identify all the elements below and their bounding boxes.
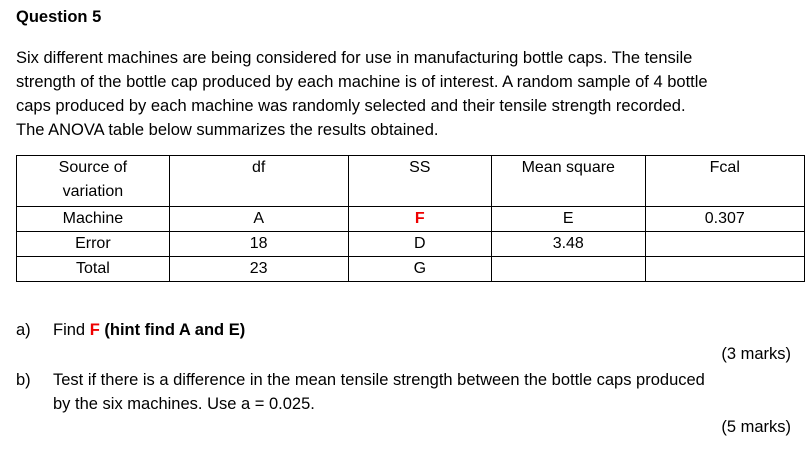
header-source-line2: variation <box>62 183 124 200</box>
part-b-line2: by the six machines. Use a = 0.025. <box>53 395 315 413</box>
cell-mean-square: E <box>491 207 645 232</box>
cell-source: Total <box>17 257 170 282</box>
cell-source: Machine <box>17 207 170 232</box>
part-b <box>16 368 705 416</box>
header-df: df <box>169 156 348 207</box>
header-source <box>17 156 170 207</box>
cell-df: A <box>169 207 348 232</box>
intro-line: Six different machines are being considered for use in manufacturing bottle caps. The tensile <box>16 49 693 67</box>
part-a <box>16 318 245 342</box>
part-b-line1: Test if there is a difference in the mean tensile strength between the bottle caps produced <box>53 371 705 389</box>
table-row <box>17 207 805 232</box>
question-title: Question 5 <box>16 8 102 26</box>
part-b-label: b) <box>16 371 31 389</box>
part-b-marks: (5 marks) <box>721 418 791 436</box>
cell-mean-square: 3.48 <box>491 232 645 257</box>
cell-fcal: 0.307 <box>645 207 804 232</box>
cell-df: 23 <box>169 257 348 282</box>
cell-fcal <box>645 257 804 282</box>
cell-df: 18 <box>169 232 348 257</box>
cell-ss: F <box>348 207 491 232</box>
table-row <box>17 232 805 257</box>
cell-ss: D <box>348 232 491 257</box>
part-a-label: a) <box>16 321 31 339</box>
table-row <box>17 257 805 282</box>
cell-mean-square <box>491 257 645 282</box>
question-intro <box>16 46 796 142</box>
anova-table <box>16 155 805 282</box>
intro-line: strength of the bottle cap produced by each machine is of interest. A random sample of 4 bottle <box>16 73 708 91</box>
table-header-row <box>17 156 805 207</box>
part-a-marks: (3 marks) <box>721 345 791 363</box>
cell-ss: G <box>348 257 491 282</box>
intro-line: caps produced by each machine was randomly selected and their tensile strength recorded. <box>16 97 686 115</box>
header-ss: SS <box>348 156 491 207</box>
part-a-prefix: Find <box>53 321 90 339</box>
intro-line: The ANOVA table below summarizes the results obtained. <box>16 121 439 139</box>
header-source-line1: Source of <box>58 159 128 176</box>
part-a-hint: (hint find A and E) <box>99 321 246 339</box>
cell-source: Error <box>17 232 170 257</box>
cell-fcal <box>645 232 804 257</box>
header-mean-square: Mean square <box>491 156 645 207</box>
header-fcal: Fcal <box>645 156 804 207</box>
part-a-highlight: F <box>89 321 100 339</box>
